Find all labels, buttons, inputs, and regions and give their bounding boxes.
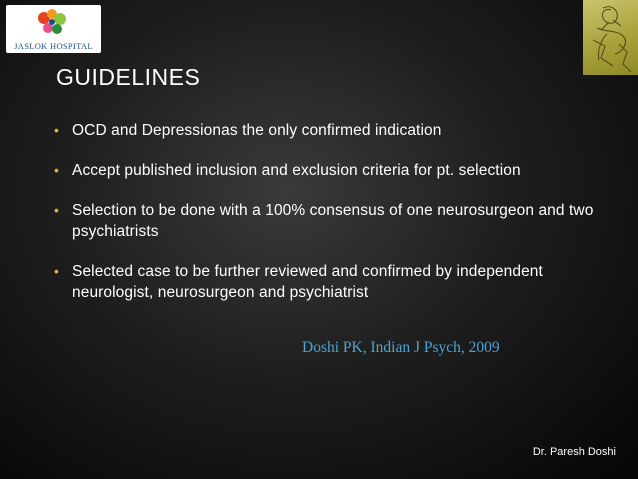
bullet-icon: • [54,202,60,218]
citation: Doshi PK, Indian J Psych, 2009 [302,339,500,356]
bullet-icon: • [54,263,60,279]
hospital-logo [6,5,101,53]
bullet-text: Accept published inclusion and exclusion criteria for pt. selection [72,162,521,179]
bullet-item [54,120,594,141]
bullet-item [54,200,594,242]
author-footer: Dr. Paresh Doshi [532,446,616,458]
bullet-item [54,160,594,181]
logo-text: JASLOK HOSPITAL [14,41,93,51]
flower-logo-icon [32,8,72,38]
bullet-list [54,120,594,322]
bullet-text: OCD and Depressionas the only confirmed indication [72,122,442,139]
bullet-item [54,261,594,303]
slide-title: GUIDELINES [56,64,201,90]
bullet-icon: • [54,122,60,138]
bullet-text: Selection to be done with a 100% consensus of one neurosurgeon and two psychiatrists [72,202,594,240]
bullet-icon: • [54,162,60,178]
corner-artwork [583,0,638,75]
bullet-text: Selected case to be further reviewed and confirmed by independent neurologist, neurosurgeon and psychiatrist [72,263,543,301]
sketch-figure-icon [583,0,638,75]
